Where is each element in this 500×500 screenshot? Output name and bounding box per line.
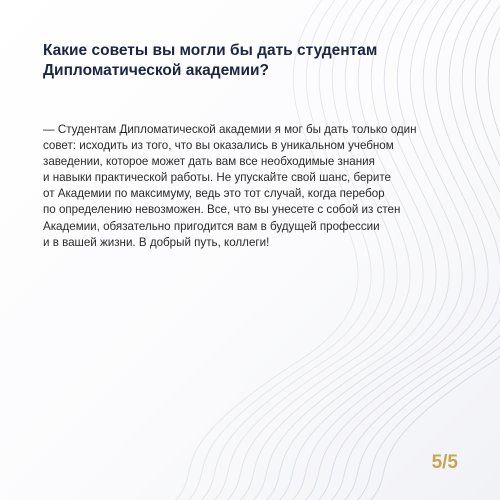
answer-line: — Студентам Дипломатической академии я мог бы дать только один xyxy=(43,123,417,136)
answer-line: от Академии по максимуму, ведь это тот случай, когда перебор xyxy=(43,187,385,201)
answer-line: совет: исходить из того, что вы оказались в уникальном учебном xyxy=(43,139,394,153)
page-number: 5/5 xyxy=(431,452,458,473)
answer-line: по определению невозможен. Все, что вы унесете с собой из стен xyxy=(43,203,401,217)
question-heading: Какие советы вы могли бы дать студентам Дипломатической академии? xyxy=(43,42,378,79)
answer-line: и в вашей жизни. В добрый путь, коллеги! xyxy=(43,235,270,249)
answer-line: Академии, обязательно пригодится вам в будущей профессии xyxy=(43,219,380,233)
answer-text xyxy=(43,122,475,251)
answer-line: заведении, которое может дать вам все необходимые знания xyxy=(43,155,375,169)
answer-line: и навыки практической работы. Не упускайте свой шанс, берите xyxy=(43,171,391,185)
